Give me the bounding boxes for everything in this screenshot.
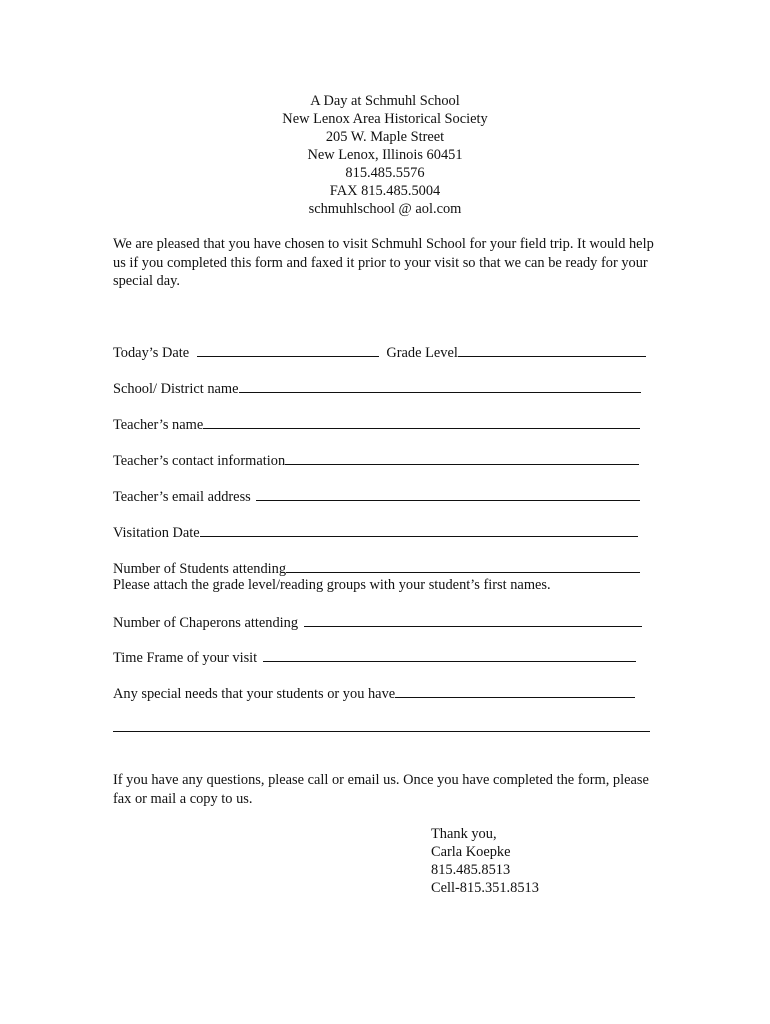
teacher-name-field[interactable] [203,415,640,429]
intro-paragraph: We are pleased that you have chosen to visit Schmuhl School for your field trip. It would help us if you completed this form and faxed it prior to your visit so that we can be ready for your special day. [113,236,654,289]
teacher-contact-field[interactable] [285,451,639,465]
school-district-label: School/ District name [113,381,239,397]
signoff-thanks: Thank you, [431,826,497,842]
closing-paragraph: If you have any questions, please call or email us. Once you have completed the form, please fax or mail a copy to us. [113,772,649,807]
teacher-name-label: Teacher’s name [113,417,204,433]
signoff-block [431,825,539,897]
teacher-contact-label: Teacher’s contact information [113,453,286,469]
visitation-date-label: Visitation Date [113,525,200,541]
chaperons-attending-label: Number of Chaperons attending [113,615,299,631]
phone-number: 815.485.5576 [345,165,425,181]
signoff-phone: 815.485.8513 [431,862,511,878]
grade-level-field[interactable] [458,343,646,357]
visitation-date-field[interactable] [200,523,638,537]
visitation-date-row [113,523,638,542]
grade-level-label: Grade Level [386,345,458,361]
teacher-email-field[interactable] [256,487,640,501]
teacher-email-label: Teacher’s email address [113,489,251,505]
special-needs-label: Any special needs that your students or you have [113,686,396,702]
city-state-zip: New Lenox, Illinois 60451 [307,147,463,163]
email-address: schmuhlschool @ aol.com [308,201,462,217]
special-needs-row [113,684,635,703]
teacher-name-row [113,415,640,434]
time-frame-row [113,648,636,667]
students-note: Please attach the grade level/reading groups with your student’s first names. [113,577,551,593]
students-attending-label: Number of Students attending [113,561,287,577]
organization-name: New Lenox Area Historical Society [282,111,488,127]
special-needs-extra-line[interactable] [113,731,650,732]
teacher-contact-row [113,451,639,470]
special-needs-field[interactable] [395,684,635,698]
school-row [113,379,641,398]
form-title: A Day at Schmuhl School [310,93,460,109]
signoff-name: Carla Koepke [431,844,511,860]
school-district-field[interactable] [239,379,641,393]
chaperons-row [113,613,642,632]
street-address: 205 W. Maple Street [325,129,445,145]
signoff-cell: Cell-815.351.8513 [431,880,539,896]
fax-number: FAX 815.485.5004 [329,183,441,199]
teacher-email-row [113,487,640,506]
students-attending-field[interactable] [286,559,640,573]
date-grade-row [113,343,646,362]
time-frame-field[interactable] [263,648,636,662]
time-frame-label: Time Frame of your visit [113,650,258,666]
chaperons-attending-field[interactable] [304,613,642,627]
todays-date-label: Today’s Date [113,345,190,361]
todays-date-field[interactable] [197,343,379,357]
letterhead [0,92,770,218]
